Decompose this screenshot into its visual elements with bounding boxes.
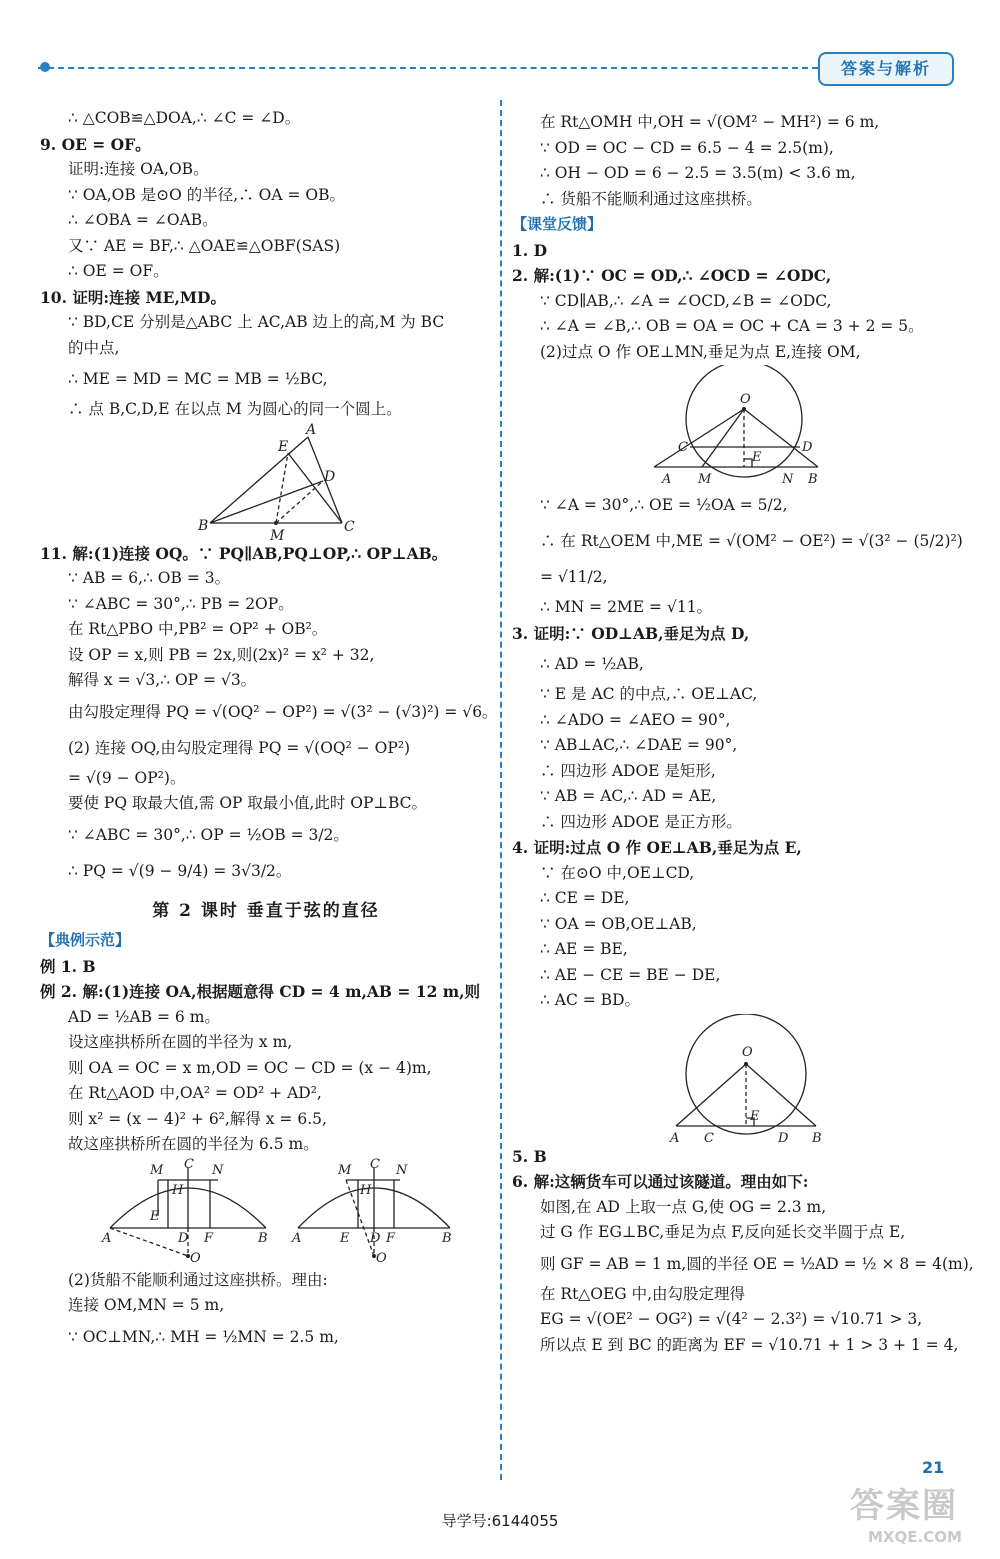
label-O: O [376,1250,387,1266]
feedback-1: 1. D [512,240,548,260]
watermark [850,1478,990,1558]
label-C: C [704,1130,714,1144]
label-C: C [678,440,688,455]
text-line: 则 GF = AB = 1 m,圆的半径 OE = ½AD = ½ × 8 = 4(m), [540,1254,974,1273]
triangle-figure [40,423,492,541]
text-line: ∴ PQ = √(9 − 9/4) = 3√3/2。 [68,861,292,880]
section-heading: 【典例示范】 [40,931,131,949]
column-divider [500,100,502,1480]
label-H: H [360,1182,372,1198]
text-line: 设这座拱桥所在圆的半径为 x m, [68,1033,293,1051]
text-line: ∵ OD = OC − CD = 6.5 − 4 = 2.5(m), [540,138,834,157]
text-line: ∴ 点 B,C,D,E 在以点 M 为圆心的同一个圆上。 [68,400,402,418]
label-A: A [292,1230,302,1246]
text-line: ∵ E 是 AC 的中点,∴ OE⊥AC, [540,685,758,703]
text-line: ∵ AB = 6,∴ OB = 3。 [68,569,231,587]
text-line: ∴ 货船不能顺利通过这座拱桥。 [540,189,762,208]
lesson-title: 第 2 课时 垂直于弦的直径 [152,900,380,921]
feedback-5: 5. B [512,1146,547,1166]
text-line: 故这座拱桥所在圆的半径为 6.5 m。 [68,1135,319,1153]
text-line: ∴ ∠ADO = ∠AEO = 90°, [540,710,731,729]
label-N: N [782,472,794,487]
text-line: (2)货船不能顺利通过这座拱桥。理由: [68,1270,328,1289]
label-M: M [338,1162,352,1178]
label-D: D [324,468,336,485]
label-B: B [808,472,818,487]
text-line: ∵ ∠ABC = 30°,∴ PB = 2OP。 [68,594,294,613]
example-2: 例 2. 解:(1)连接 OA,根据题意得 CD = 4 m,AB = 12 m,则 [40,982,481,1001]
text-line: 由勾股定理得 PQ = √(OQ² − OP²) = √(3² − (√3)²) = √6。 [68,702,498,721]
label-B: B [812,1130,822,1144]
label-M: M [150,1162,164,1178]
question-9: 9. OE = OF。 [40,134,151,154]
text-line: ∴ ∠A = ∠B,∴ OB = OA = OC + CA = 3 + 2 = 5。 [540,317,924,335]
text-line: 连接 OM,MN = 5 m, [68,1296,225,1314]
text-line: ∴ 四边形 ADOE 是正方形。 [540,812,742,831]
text-line: = √(9 − OP²)。 [68,768,186,787]
text-line: ∵ ∠ABC = 30°,∴ OP = ½OB = 3/2。 [68,825,349,844]
right-column [512,110,974,1358]
feedback-6: 6. 解:这辆货车可以通过该隧道。理由如下: [512,1172,809,1191]
header-rule [38,67,818,69]
text-line: ∴ AD = ½AB, [540,655,644,673]
text-line: ∵ ∠A = 30°,∴ OE = ½OA = 5/2, [540,496,788,514]
label-E: E [750,1108,760,1124]
text-line: 则 OA = OC = x m,OD = OC − CD = (x − 4)m, [68,1058,432,1077]
label-C: C [370,1157,380,1172]
text-line: 要使 PQ 取最大值,需 OP 取最小值,此时 OP⊥BC。 [68,794,428,812]
text-line: ∵ CD∥AB,∴ ∠A = ∠OCD,∠B = ∠ODC, [540,291,832,310]
text-line: ∴ OH − OD = 6 − 2.5 = 3.5(m) < 3.6 m, [540,164,856,182]
label-E: E [150,1208,160,1224]
label-A: A [102,1230,112,1246]
label-A: A [662,472,672,487]
text-line: ∴ 四边形 ADOE 是矩形, [540,761,716,780]
text-line: ∴ 在 Rt△OEM 中,ME = √(OM² − OE²) = √(3² − (5/2)²) [540,532,963,550]
text-line: 在 Rt△OMH 中,OH = √(OM² − MH²) = 6 m, [540,113,880,131]
question-10: 10. 证明:连接 ME,MD。 [40,287,226,307]
watermark-url: MXQE.COM [868,1528,962,1546]
text-line: ∵ 在⊙O 中,OE⊥CD, [540,863,695,882]
question-11: 11. 解:(1)连接 OQ。∵ PQ∥AB,PQ⊥OP,∴ OP⊥AB。 [40,543,448,563]
text-line: ∵ AB = AC,∴ AD = AE, [540,787,717,805]
label-N: N [396,1162,408,1178]
label-E: E [278,438,289,455]
label-O: O [190,1250,201,1266]
section-heading: 【课堂反馈】 [512,215,603,233]
label-D: D [178,1230,189,1246]
text-line: ∵ BD,CE 分别是△ABC 上 AC,AB 边上的高,M 为 BC [68,313,445,331]
text-line: 在 Rt△PBO 中,PB² = OP² + OB²。 [68,620,328,638]
label-O: O [740,392,751,407]
text-line: 证明:连接 OA,OB。 [68,160,209,178]
text-line: 如图,在 AD 上取一点 G,使 OG = 2.3 m, [540,1197,827,1216]
label-D: D [778,1130,789,1144]
label-F: F [386,1230,396,1246]
label-M: M [270,527,285,541]
label-E: E [752,450,762,465]
text-line: ∴ OE = OF。 [68,262,169,280]
left-column [40,106,498,1355]
text-line: ∴ ∠OBA = ∠OAB。 [68,211,218,229]
feedback-4: 4. 证明:过点 O 作 OE⊥AB,垂足为点 E, [512,838,802,857]
text-line: ∴ ME = MD = MC = MB = ½BC, [68,370,328,388]
guide-number: 导学号:6144055 [441,1512,559,1530]
label-C: C [344,518,355,535]
feedback-2: 2. 解:(1)∵ OC = OD,∴ ∠OCD = ∠ODC, [512,266,832,285]
label-O: O [742,1044,753,1060]
text-line: ∴ MN = 2ME = √11。 [540,598,713,616]
text-line: 的中点, [68,338,120,357]
text-line: ∵ OC⊥MN,∴ MH = ½MN = 2.5 m, [68,1327,339,1346]
label-A: A [670,1130,680,1144]
text-line: (2) 连接 OQ,由勾股定理得 PQ = √(OQ² − OP²) [68,738,411,757]
label-N: N [212,1162,224,1178]
watermark-text: 答案圈 [850,1486,958,1526]
text-line: 所以点 E 到 BC 的距离为 EF = √10.71 + 1 > 3 + 1 = 4, [540,1335,959,1354]
label-B: B [198,517,209,534]
label-M: M [698,472,712,487]
text-line: 设 OP = x,则 PB = 2x,则(2x)² = x² + 32, [68,645,375,664]
text-line: ∴ AE = BE, [540,940,628,958]
text-line: = √11/2, [540,568,608,586]
text-line: ∴ AC = BD。 [540,991,641,1009]
text-line: ∴ AE − CE = BE − DE, [540,965,721,984]
example-1: 例 1. B [40,956,96,976]
label-B: B [258,1230,268,1246]
label-E: E [340,1230,350,1246]
text-line: 解得 x = √3,∴ OP = √3。 [68,671,257,689]
text-line: ∴ △COB≌△DOA,∴ ∠C = ∠D。 [68,109,301,127]
label-H: H [172,1182,184,1198]
text-line: ∵ OA = OB,OE⊥AB, [540,914,697,933]
text-line: 则 x² = (x − 4)² + 6²,解得 x = 6.5, [68,1109,327,1128]
text-line: (2)过点 O 作 OE⊥MN,垂足为点 E,连接 OM, [540,342,861,361]
label-B: B [442,1230,452,1246]
text-line: EG = √(OE² − OG²) = √(4² − 2.3²) = √10.71 > 3, [540,1310,923,1328]
text-line: AD = ½AB = 6 m。 [68,1007,220,1026]
label-D: D [802,440,813,455]
label-A: A [306,422,317,438]
text-line: 在 Rt△OEG 中,由勾股定理得 [540,1284,746,1303]
text-line: 在 Rt△AOD 中,OA² = OD² + AD², [68,1084,322,1102]
text-line: ∵ OA,OB 是⊙O 的半径,∴ OA = OB。 [68,185,345,204]
arch-bridge-figures [40,1158,492,1268]
text-line: 过 G 作 EG⊥BC,垂足为点 F,反向延长交半圆于点 E, [540,1223,906,1241]
page-number: 21 [922,1458,945,1477]
text-line: ∵ AB⊥AC,∴ ∠DAE = 90°, [540,736,738,754]
header-tab: 答案与解析 [818,52,954,86]
text-line: 又∵ AE = BF,∴ △OAE≌△OBF(SAS) [68,236,341,255]
circle-figure-q4 [512,1014,962,1144]
label-D: D [370,1230,381,1246]
circle-figure-q2 [512,365,962,487]
feedback-3: 3. 证明:∵ OD⊥AB,垂足为点 D, [512,623,750,643]
text-line: ∴ CE = DE, [540,889,630,907]
label-F: F [204,1230,214,1246]
label-C: C [184,1157,194,1172]
